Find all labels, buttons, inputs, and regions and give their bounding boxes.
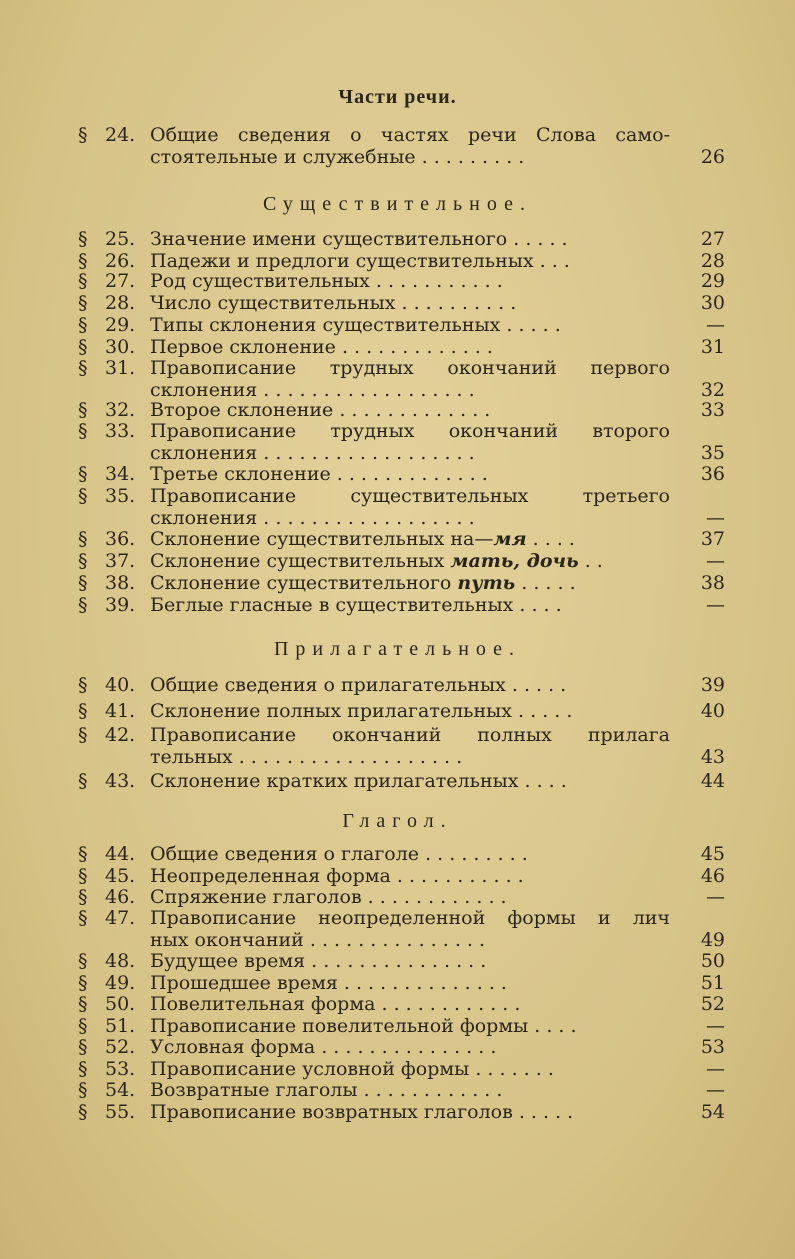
page-number: 26 xyxy=(700,146,725,168)
section-number: 24. xyxy=(105,124,136,146)
section-heading-adjective: Прилагательное. xyxy=(273,638,522,660)
book-page: Части речи. § 24. Общие сведения о частях речи Слова само- стоятельные и служебные . . . . . . . . . 26 Существительное. § 25. Значение имени существительного . . . . . 27 § 26. Падежи и предлоги существительных . . . 28 § 27. Род существительных . . . . . . . . . . . 29 § 28. Число существительных . . . . . . . . . . 30 § 29. Типы склонения существительных . . . . . — § 30. Первое склонение . . . . . . . . . . . . . 31 § 31. Правописание трудных окончаний первого склонения . . . . . . . . . . . . . . . . . . 32 § 32. Второе склонение . . . . . . . . . . . . . 33 § 33. Правописание трудных окончаний второго склонения . . . . . . . . . . . . . . . . . . 35 § 34. Третье склонение . . . . . . . . . . . . . 36 § 35. Правописание существительных третьего склонения . . . . . . . . . . . . . . . . . . — § 36. Склонение существительных на—мя . . . . 37 § 37. Склонение существительных мать, дочь . . — § 38. Склонение существительного путь . . . . . 38 § 39. Беглые гласные в существительных . . . . — Прилагательное. § 40. Общие сведения о прилагательных . . . . . 39 § 41. Склонение полных прилагательных . . . . . 40 § 42. Правописание окончаний полных прилага тельных . . . . . . . . . . . . . . . . . . . 43 § 43. Склонение кратких прилагательных . . . . 44 Глагол. § 44. Общие сведения о глаголе . . . . . . . . . 45 § 45. Неопределенная форма . . . . . . . . . . . 46 § 46. Спряжение глаголов . . . . . . . . . . . . — § 47. Правописание неопределенной формы и лич ных окончаний . . . . . . . . . . . . . . . 49 § 48. Будущее время . . . . . . . . . . . . . . . 50 § 49. Прошедшее время . . . . . . . . . . . . . . 51 § 50. Повелительная форма . . . . . . . . . . . . 52 § 51. Правописание повелительной формы . . . . — § 52. Условная форма . . . . . . . . . . . . . . . 53 § 53. Правописание условной формы . . . . . . . — § 54. Возвратные глаголы . . . . . . . . . . . . — § 55. Правописание возвратных глаголов . . . . . 54 xyxy=(0,0,795,1259)
entry-title: Общие сведения о частях речи Слова само- стоятельные и служебные . . . . . . . . . xyxy=(150,124,670,168)
part-heading: Части речи. xyxy=(338,86,457,108)
section-heading-verb: Глагол. xyxy=(342,810,453,832)
section-symbol: § xyxy=(78,124,88,146)
section-heading-noun: Существительное. xyxy=(263,193,532,215)
